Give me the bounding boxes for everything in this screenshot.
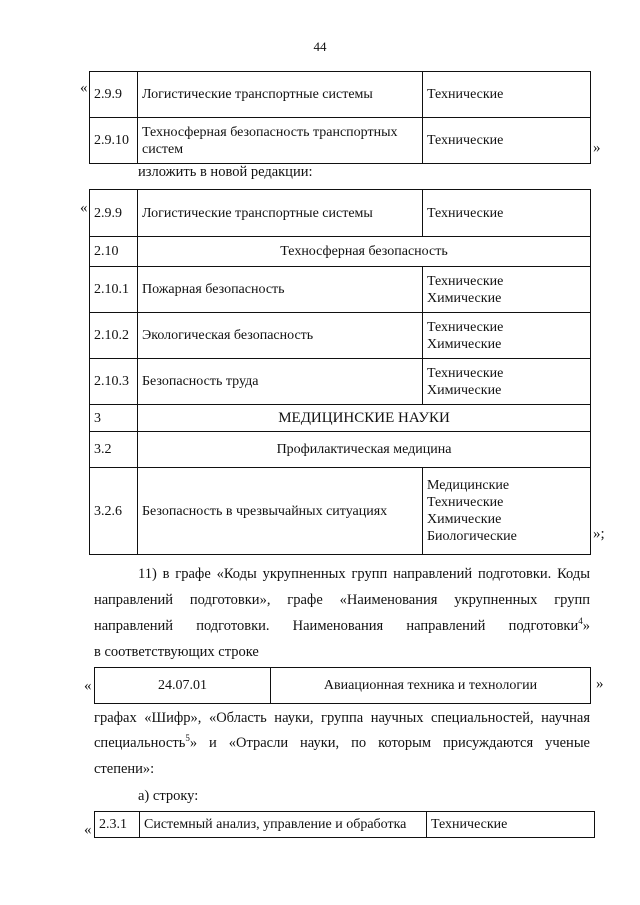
paragraph-11-line: 11) в графе «Коды укрупненных групп направлений подготовки. Коды (138, 566, 590, 582)
opening-quote: « (84, 678, 92, 694)
row-name: Пожарная безопасность (138, 267, 423, 313)
table-row (90, 432, 591, 468)
table-row (95, 668, 591, 704)
footnote-marker: 4 (578, 616, 583, 627)
paragraph-columns-line (94, 735, 590, 752)
row-branch: Технические (423, 72, 591, 118)
closing-quote: »; (593, 526, 605, 542)
row-code: 3.2 (90, 432, 138, 468)
row-branches (423, 313, 591, 359)
line-text: » (582, 618, 590, 634)
branch-line: Химические (427, 336, 502, 352)
row-branches (423, 468, 591, 555)
line-text: направлений подготовки. Наименования направлений подготовки (94, 618, 579, 634)
branch-line: Биологические (427, 529, 517, 544)
page-number: 44 (313, 39, 327, 54)
table-row (95, 812, 595, 838)
branch-line: Технические (427, 495, 504, 510)
branch-line: Химические (427, 512, 502, 527)
table-row (90, 267, 591, 313)
old-table (89, 71, 591, 164)
table-row (90, 359, 591, 405)
row-branch: Технические (423, 190, 591, 237)
row-name: Безопасность труда (138, 359, 423, 405)
line-text: » и «Отрасли науки, по которым присуждаются ученые (189, 735, 590, 751)
branch-line: Технические (427, 273, 504, 289)
paragraph-columns-line: графах «Шифр», «Область науки, группа научных специальностей, научная (94, 710, 590, 726)
section-title: МЕДИЦИНСКИЕ НАУКИ (138, 405, 591, 432)
paragraph-11-line (94, 618, 590, 635)
branch-line: Технические (427, 365, 504, 381)
row-branches (423, 359, 591, 405)
branch-line: Технические (427, 319, 504, 335)
new-table (89, 189, 591, 555)
closing-quote: » (593, 140, 601, 156)
row-branch: Технические (427, 812, 595, 838)
row-name: Безопасность в чрезвычайных ситуациях (138, 468, 423, 555)
table-row (90, 405, 591, 432)
table-row (90, 313, 591, 359)
row-name: Экологическая безопасность (138, 313, 423, 359)
row-code: 2.9.9 (90, 72, 138, 118)
paragraph-11-line: в соответствующих строке (94, 644, 259, 660)
opening-quote: « (80, 80, 88, 96)
row-code: 2.9.10 (90, 118, 138, 164)
subitem-a-text: а) строку: (138, 788, 199, 804)
footnote-marker: 5 (185, 733, 190, 744)
row-name: Системный анализ, управление и обработка (140, 812, 427, 838)
table-row (90, 237, 591, 267)
opening-quote: « (80, 200, 88, 216)
row-name: Техносферная безопасность транспортных систем (138, 118, 423, 164)
table-row (90, 118, 591, 164)
row-code: 2.10.2 (90, 313, 138, 359)
section-title: Профилактическая медицина (138, 432, 591, 468)
paragraph-11-line: направлений подготовки», графе «Наименования укрупненных групп (94, 592, 590, 608)
new-edition-text: изложить в новой редакции: (138, 164, 313, 180)
closing-quote: » (596, 676, 604, 692)
table-row (90, 72, 591, 118)
row-code: 3.2.6 (90, 468, 138, 555)
direction-table (94, 667, 591, 704)
table-row (90, 190, 591, 237)
row-name: Авиационная техника и технологии (271, 668, 591, 704)
paragraph-columns-line: степени»: (94, 761, 155, 777)
branch-line: Химические (427, 290, 502, 306)
table-row (90, 468, 591, 555)
row-code: 2.10 (90, 237, 138, 267)
row-code: 2.3.1 (95, 812, 140, 838)
row-code: 2.10.1 (90, 267, 138, 313)
row-code: 2.9.9 (90, 190, 138, 237)
row-name: Логистические транспортные системы (138, 190, 423, 237)
old-row-table (94, 811, 595, 838)
row-code: 2.10.3 (90, 359, 138, 405)
line-text: специальность (94, 735, 186, 751)
row-code: 3 (90, 405, 138, 432)
row-branches (423, 267, 591, 313)
section-title: Техносферная безопасность (138, 237, 591, 267)
row-code: 24.07.01 (95, 668, 271, 704)
row-name: Логистические транспортные системы (138, 72, 423, 118)
opening-quote: « (84, 822, 92, 838)
branch-line: Химические (427, 382, 502, 398)
branch-line: Медицинские (427, 478, 510, 493)
row-branch: Технические (423, 118, 591, 164)
